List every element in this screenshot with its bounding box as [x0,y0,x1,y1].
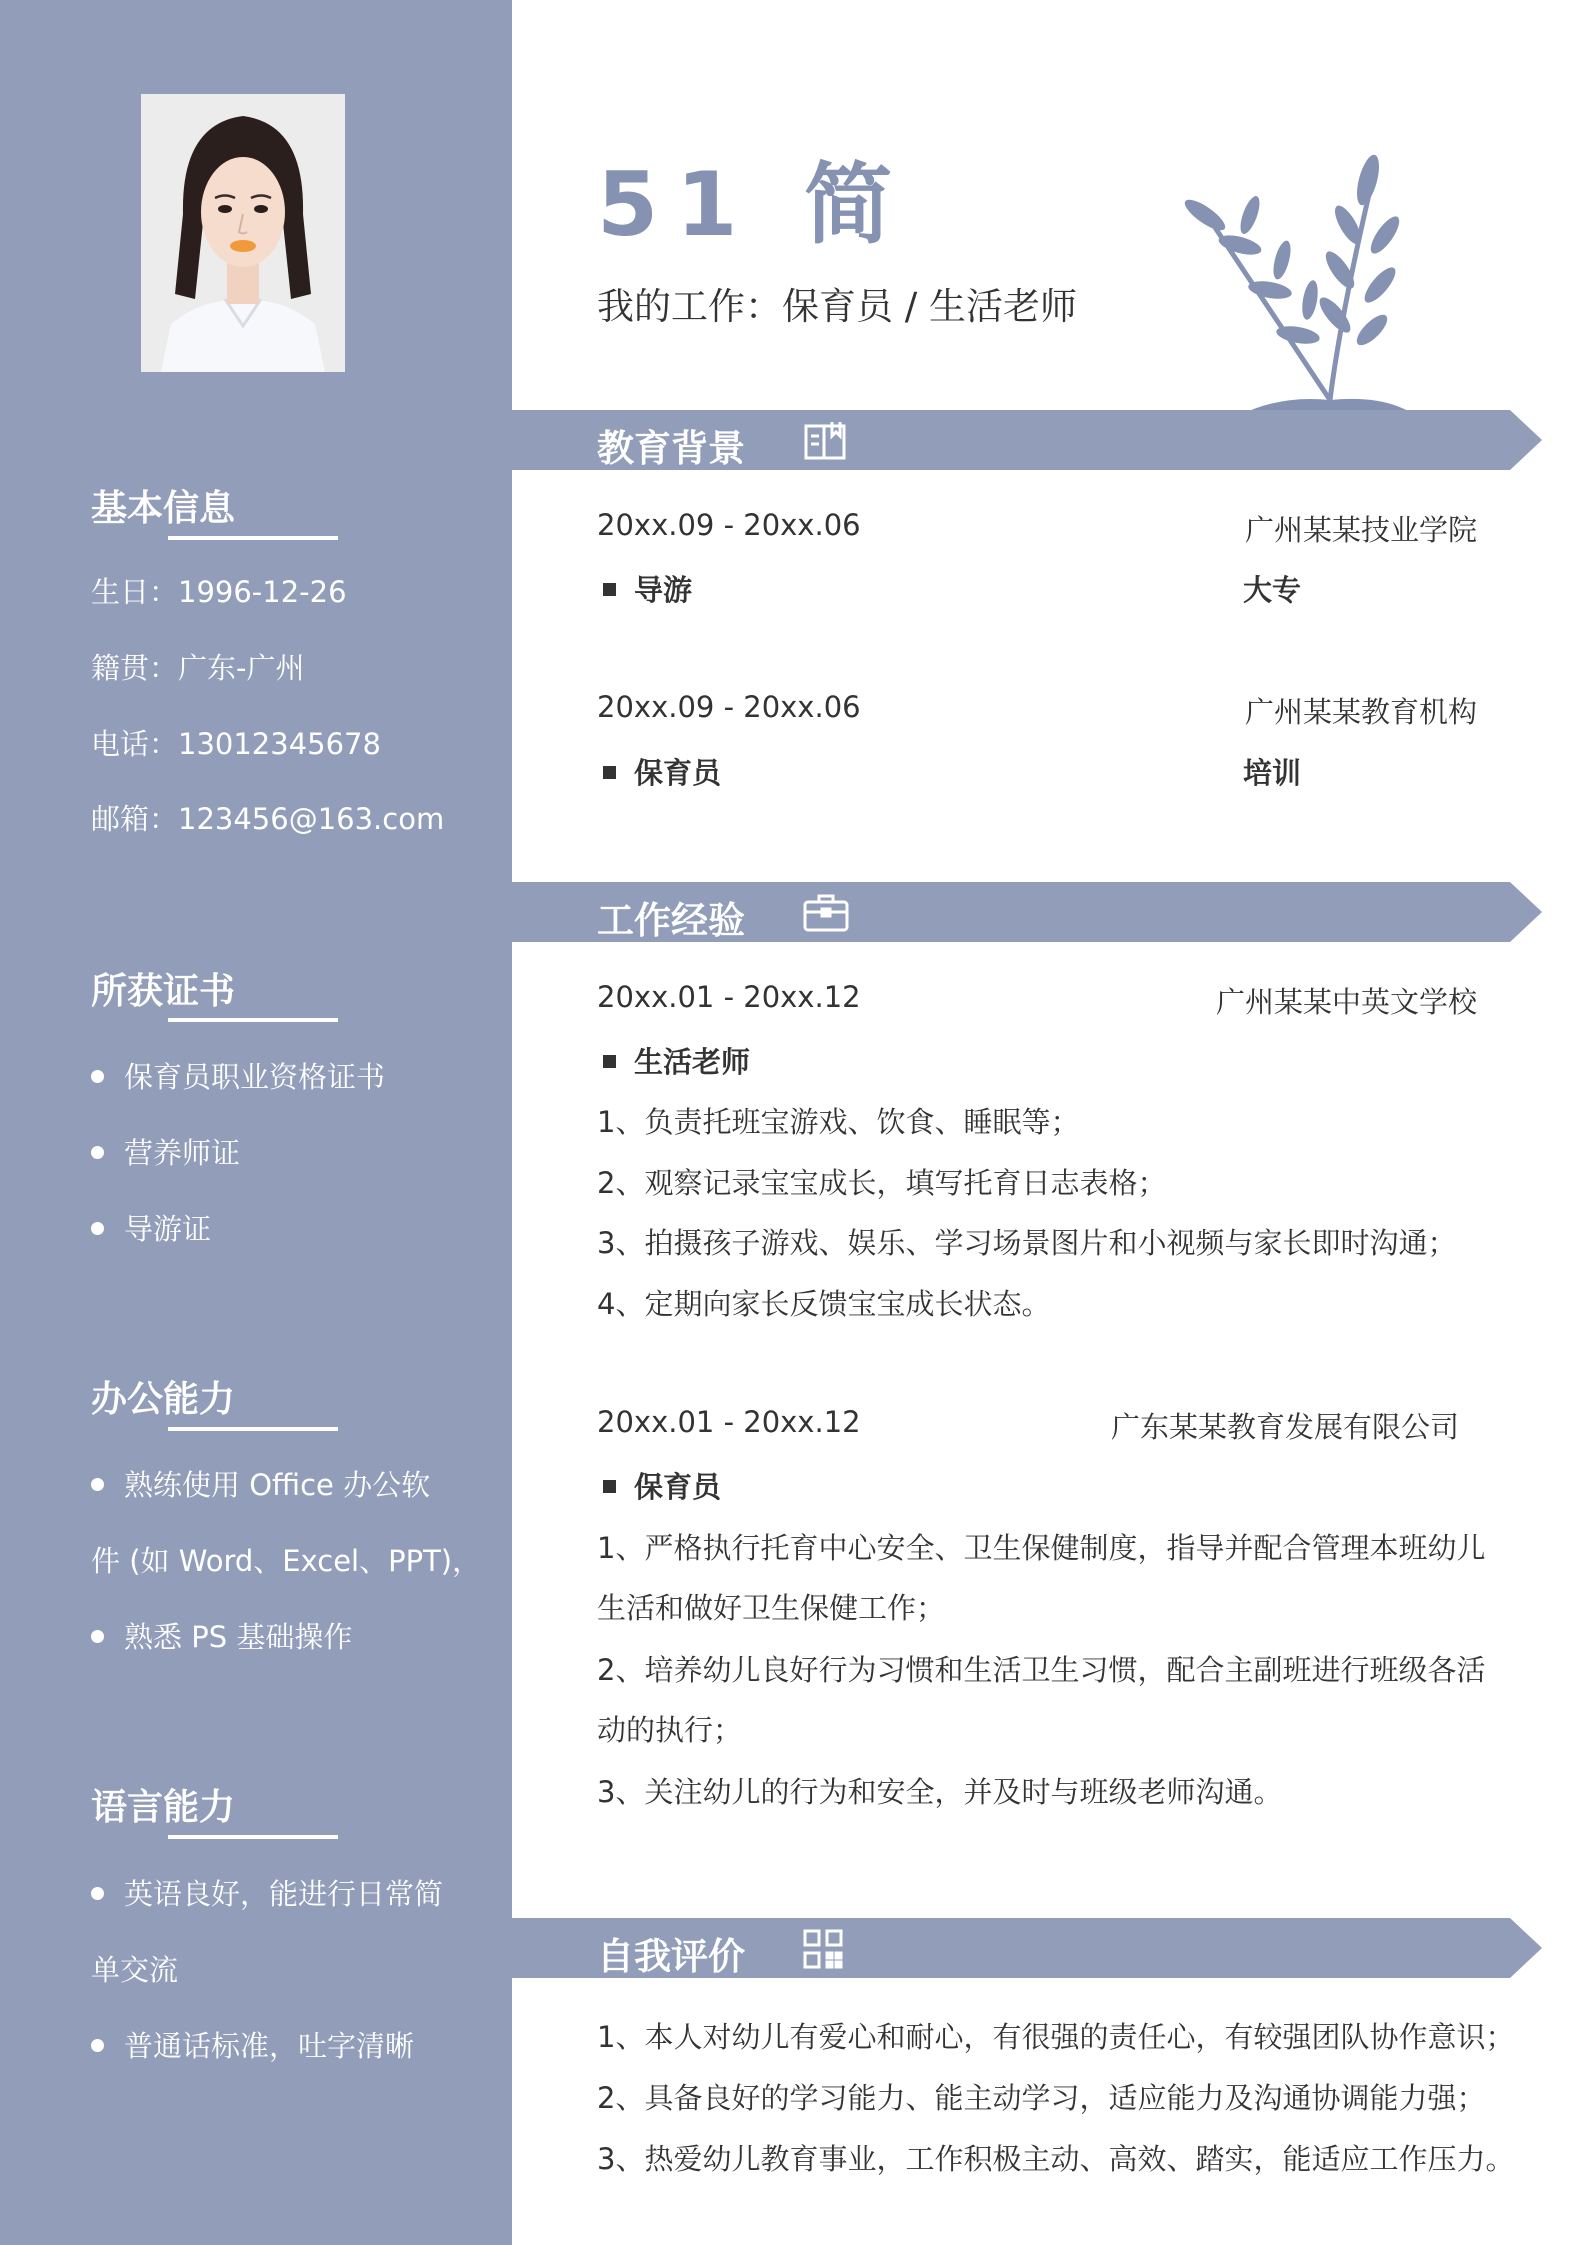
certificate-item [91,1055,385,1096]
bullet-icon [603,766,616,779]
birthday-text: 生日：1996-12-26 [91,575,347,609]
certificate-item [91,1131,240,1172]
bullet-icon [91,1222,104,1235]
self-evaluation-heading: 自我评价 [597,1935,745,1978]
certificates-heading: 所获证书 [91,971,236,1012]
bullet-icon [603,583,616,596]
book-icon [802,420,848,466]
education-heading: 教育背景 [597,427,745,470]
education-school: 广州某某技业学院 [1245,513,1478,547]
education-date: 20xx.09 - 20xx.06 [597,690,861,724]
language-text: 英语良好，能进行日常简 [124,1877,444,1911]
certificate-label: 保育员职业资格证书 [124,1060,386,1094]
work-date: 20xx.01 - 20xx.12 [597,1405,861,1439]
work-duty: 3、拍摄孩子游戏、娱乐、学习场景图片和小视频与家长即时沟通； [597,1226,1457,1260]
bullet-icon [91,2039,104,2052]
work-duty: 3、关注幼儿的行为和安全，并及时与班级老师沟通。 [597,1775,1283,1809]
language-line [91,1872,443,1913]
briefcase-icon [802,892,850,938]
certificate-label: 营养师证 [124,1136,241,1170]
certificates-underline [168,1018,338,1022]
language-heading: 语言能力 [91,1787,236,1828]
bullet-icon [91,1146,104,1159]
education-degree: 培训 [1243,756,1302,790]
phone-text: 电话：13012345678 [91,727,381,761]
language-text: 普通话标准，吐字清晰 [124,2029,415,2063]
certificate-label: 导游证 [124,1212,212,1246]
work-banner [512,882,1542,942]
education-major-text: 导游 [634,573,693,607]
bullet-icon [603,1480,616,1493]
language-line: 单交流 [91,1953,179,1987]
work-company: 广东某某教育发展有限公司 [1111,1410,1460,1444]
email-text: 邮箱：123456@163.com [91,802,445,836]
work-duty: 1、严格执行托育中心安全、卫生保健制度，指导并配合管理本班幼儿生活和做好卫生保健工作； [597,1531,1486,1625]
office-skill-line [91,1615,352,1656]
office-skill-line: 件 (如 Word、Excel、PPT)， [91,1544,482,1578]
work-duty: 2、培养幼儿良好行为习惯和生活卫生习惯，配合主副班进行班级各活动的执行； [597,1653,1486,1747]
education-major-text: 保育员 [634,756,722,790]
basic-info-heading: 基本信息 [91,488,236,529]
education-degree: 大专 [1243,573,1302,607]
education-date: 20xx.09 - 20xx.06 [597,508,861,542]
resume-title: 51 简 [597,153,911,256]
office-skill-line [91,1463,430,1504]
work-duty: 1、负责托班宝游戏、饮食、睡眠等； [597,1105,1080,1139]
education-school: 广州某某教育机构 [1245,695,1478,729]
work-date: 20xx.01 - 20xx.12 [597,980,861,1014]
work-heading: 工作经验 [597,899,745,942]
education-major [603,568,692,609]
plant-decoration [1180,150,1420,420]
education-major [603,751,721,792]
self-evaluation-item: 1、本人对幼儿有爱心和耐心，有很强的责任心，有较强团队协作意识； [597,2020,1515,2054]
work-role [603,1040,750,1081]
office-skill-text: 熟练使用 Office 办公软 [124,1468,431,1502]
profile-photo [141,94,345,372]
education-banner [512,410,1542,470]
bullet-icon [91,1630,104,1643]
job-title: 我的工作：保育员 / 生活老师 [597,285,1077,328]
language-underline [168,1835,338,1839]
origin-text: 籍贯：广东-广州 [91,651,305,685]
bullet-icon [603,1055,616,1068]
work-role [603,1465,721,1506]
qr-code-icon [802,1928,844,1974]
self-evaluation-item: 3、热爱幼儿教育事业，工作积极主动、高效、踏实，能适应工作压力。 [597,2142,1515,2176]
work-duty: 2、观察记录宝宝成长，填写托育日志表格； [597,1166,1167,1200]
language-line [91,2024,414,2065]
bullet-icon [91,1478,104,1491]
bullet-icon [91,1887,104,1900]
certificate-item [91,1207,211,1248]
bullet-icon [91,1070,104,1083]
office-skill-text: 熟悉 PS 基础操作 [124,1620,353,1654]
work-duty: 4、定期向家长反馈宝宝成长状态。 [597,1287,1051,1321]
work-role-text: 保育员 [634,1470,722,1504]
basic-info-underline [168,536,338,540]
office-skills-underline [168,1427,338,1431]
work-company: 广州某某中英文学校 [1216,985,1478,1019]
self-evaluation-banner [512,1918,1542,1978]
office-skills-heading: 办公能力 [91,1379,236,1420]
self-evaluation-item: 2、具备良好的学习能力、能主动学习，适应能力及沟通协调能力强； [597,2081,1486,2115]
work-role-text: 生活老师 [634,1045,751,1079]
